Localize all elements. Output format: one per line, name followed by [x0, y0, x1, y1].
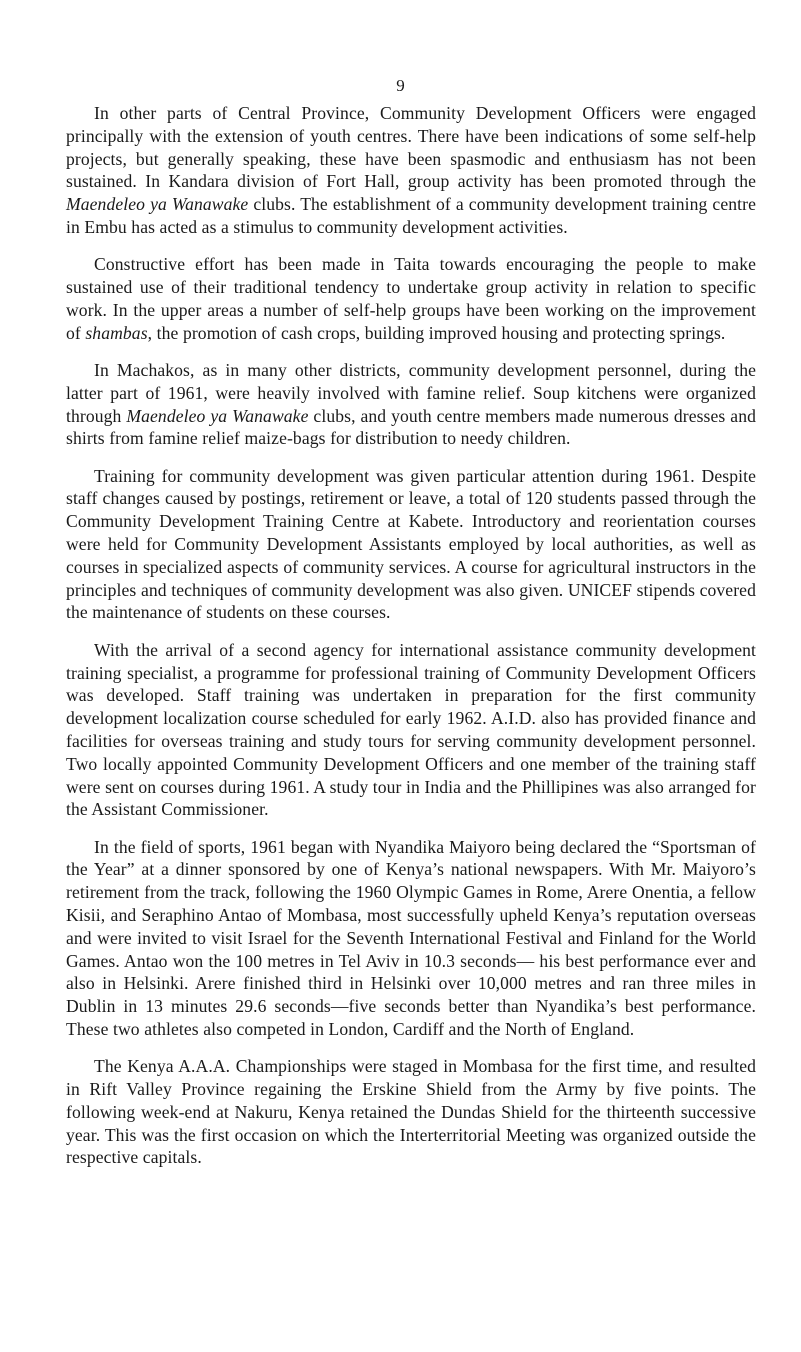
paragraph-taita — [66, 253, 756, 344]
paragraph-sports — [66, 836, 756, 1041]
text-segment: , the promotion of cash crops, building improved housing and protecting springs. — [147, 322, 726, 343]
text-segment: With the arrival of a second agency for international assistance community development training specialist, a programme for professional training of Community Development Officers was developed. Staff training was undertaken in preparation for the first community development localization course scheduled for early 1962. A.I.D. also has provided finance and facilities for overseas training and study tours for serving community development personnel. Two locally appointed Community Development Officers and one member of the training staff were sent on courses during 1961. A study tour in India and the Phillipines was also arranged for the Assistant Commissioner. — [66, 639, 756, 820]
paragraph-machakos — [66, 359, 756, 450]
text-segment: In the field of sports, 1961 began with Nyandika Maiyoro being declared the “Sportsman of the Year” at a dinner sponsored by one of Kenya’s national newspapers. With Mr. Maiyoro’s retirement from the track, following the 1960 Olympic Games in Rome, Arere Onentia, a fellow Kisii, and Seraphino Antao of Mombasa, most successfully upheld Kenya’s reputation overseas and were invited to visit Israel for the Seventh International Festival and Finland for the World Games. Antao won the 100 metres in Tel Aviv in 10.3 seconds— his best performance ever and also in Helsinki. Arere finished third in Helsinki over 10,000 metres and ran three miles in Dublin in 13 minutes 29.6 seconds—five seconds better than Nyandika’s best performance. These two athletes also competed in London, Cardiff and the North of England. — [66, 836, 756, 1039]
paragraph-championships — [66, 1055, 756, 1169]
shambas-italic: shambas — [85, 322, 148, 343]
club-name-italic: Maendeleo ya Wanawake — [66, 194, 249, 215]
paragraph-training — [66, 465, 756, 625]
page-number: 9 — [396, 76, 405, 95]
body-text — [66, 102, 756, 1184]
text-segment: In Machakos, as in many other districts, community development personnel, during the latter part of 1961, were heavily involved with famine relief. Soup kitchens were organized through — [66, 359, 756, 426]
club-name-italic: Maendeleo ya Wanawake — [126, 405, 309, 426]
paragraph-international-assistance — [66, 639, 756, 821]
text-segment: clubs. The establishment of a community development training centre in Embu has acted as a stimulus to community development activities. — [66, 194, 756, 237]
paragraph-central-province — [66, 102, 756, 239]
text-segment: Constructive effort has been made in Taita towards encouraging the people to make sustained use of their traditional tendency to undertake group activity in relation to specific work. In the upper areas a number of self-help groups have been working on the improvement of — [66, 254, 756, 343]
text-segment: In other parts of Central Province, Community Development Officers were engaged principally with the extension of youth centres. There have been indications of some self-help projects, but generally speaking, these have been spasmodic and enthusiasm has not been sustained. In Kandara division of Fort Hall, group activity has been promoted through the — [66, 103, 756, 192]
text-segment: clubs, and youth centre members made numerous dresses and shirts from famine relief maize-bags for distribution to needy children. — [66, 405, 756, 449]
text-segment: The Kenya A.A.A. Championships were staged in Mombasa for the first time, and resulted in Rift Valley Province regaining the Erskine Shield from the Army by five points. The following week-end at Nakuru, Kenya retained the Dundas Shield for the thirteenth successive year. This was the first occasion on which the Interterritorial Meeting was organized outside the respective capitals. — [66, 1056, 756, 1168]
text-segment: Training for community development was given particular attention during 1961. Despite staff changes caused by postings, retirement or leave, a total of 120 students passed through the Community Development Training Centre at Kabete. Introductory and reorientation courses were held for Community Development Assistants employed by local authorities, as well as courses in specialized aspects of community services. A course for agricultural instructors in the principles and techniques of community development was also given. UNICEF stipends covered the maintenance of students on these courses. — [66, 465, 756, 623]
